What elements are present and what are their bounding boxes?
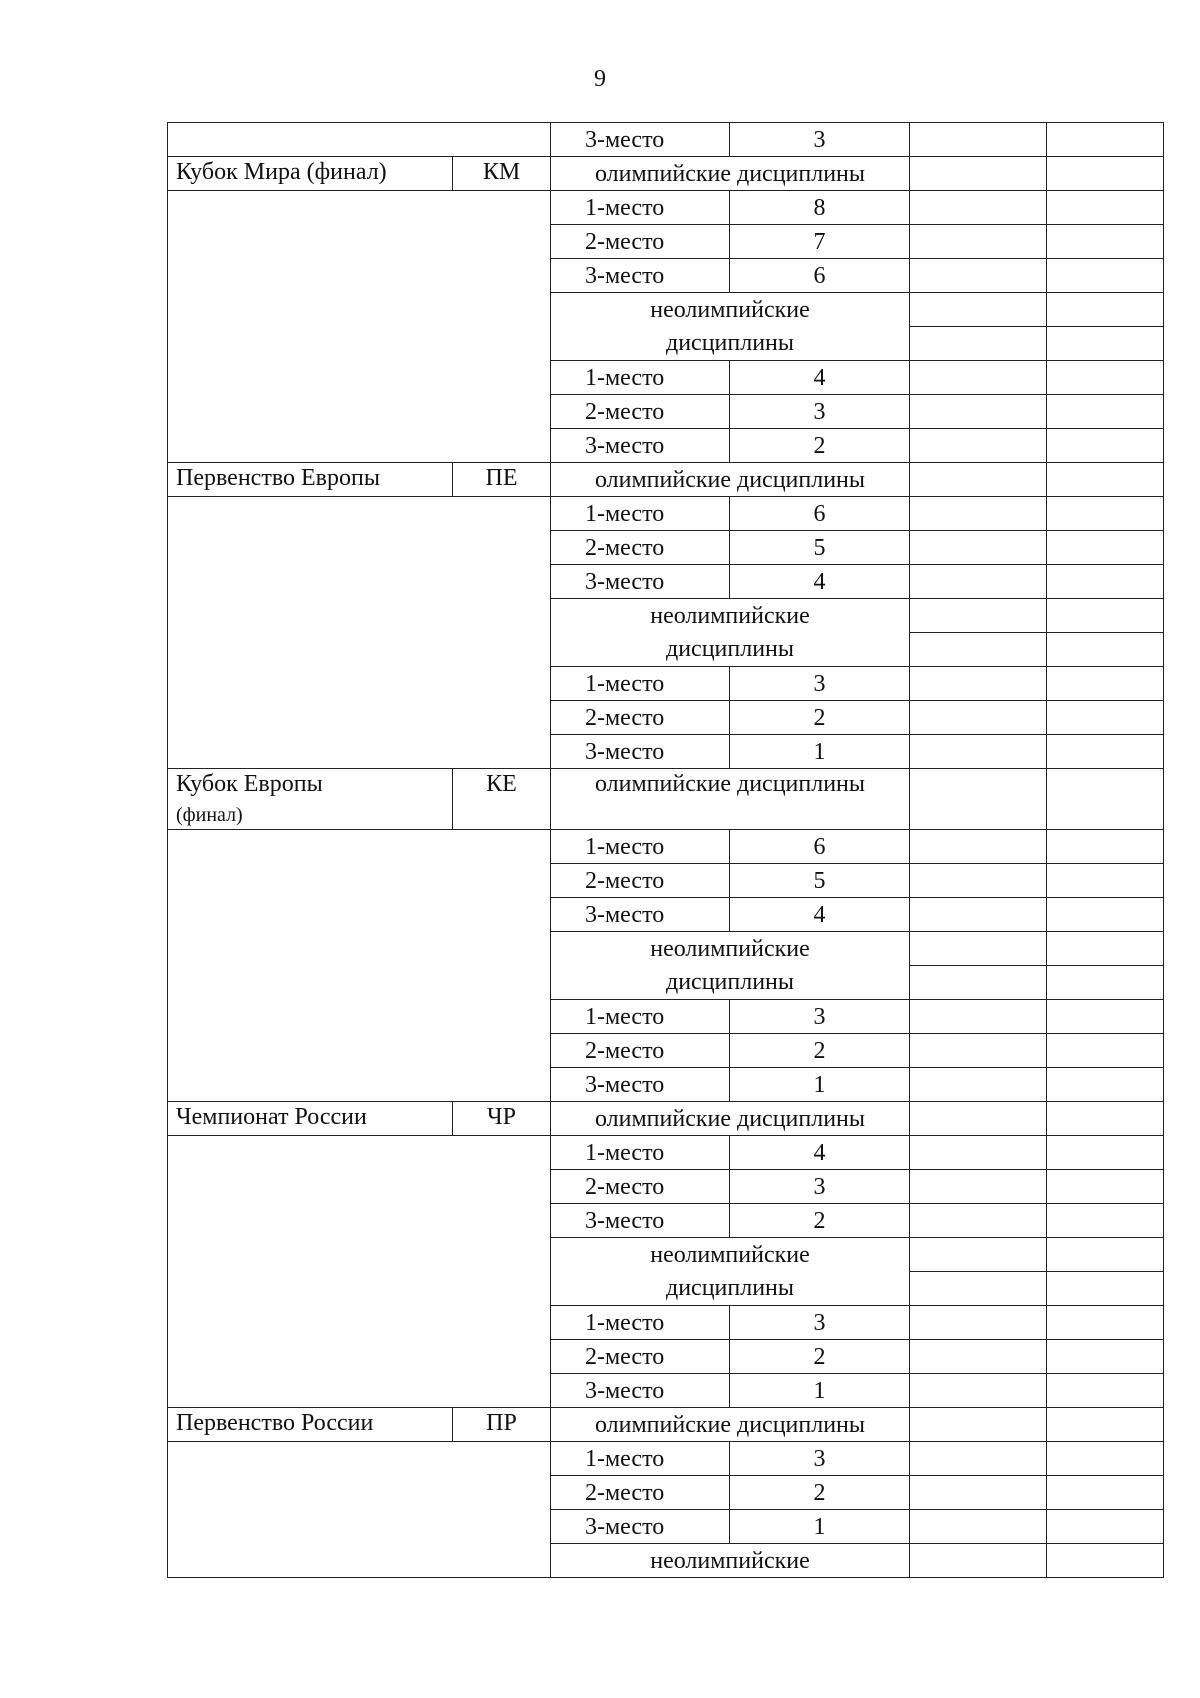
- event-name: Первенство Европы: [168, 463, 453, 497]
- event-name: Кубок Мира (финал): [168, 157, 453, 191]
- table-row: 1-место 3: [168, 1306, 1164, 1340]
- event-header-row: [168, 157, 1164, 191]
- table-row: 2-место 3: [168, 395, 1164, 429]
- olympic-label: олимпийские дисциплины: [551, 1102, 910, 1136]
- table-row: 2-место 2: [168, 1034, 1164, 1068]
- event-name: Чемпионат России: [168, 1102, 453, 1136]
- event-name: Первенство России: [168, 1408, 453, 1442]
- event-abbr: ПР: [453, 1408, 551, 1442]
- points-table: [167, 122, 1164, 1578]
- table-row: 2-место 5: [168, 864, 1164, 898]
- table-row: 2-место 2: [168, 1340, 1164, 1374]
- points-cell: 3: [730, 123, 910, 157]
- table-row: [168, 123, 1164, 157]
- table-row: 1-место 4: [168, 361, 1164, 395]
- table-row: 1-место 4: [168, 1136, 1164, 1170]
- event-abbr: КМ: [453, 157, 551, 191]
- table-row: 3-место 2: [168, 1204, 1164, 1238]
- table-row: 1-место 3: [168, 1442, 1164, 1476]
- event-header-row: [168, 463, 1164, 497]
- table-row: 2-место 2: [168, 701, 1164, 735]
- place-cell: 3-место: [551, 123, 730, 157]
- page-number: 9: [594, 66, 606, 92]
- event-name: Кубок Европы (финал): [168, 769, 453, 830]
- event-header-row: [168, 1102, 1164, 1136]
- table-row: 2-место 7: [168, 225, 1164, 259]
- table-row: 3-место 4: [168, 898, 1164, 932]
- event-header-row: [168, 769, 1164, 830]
- table-row: 3-место 1: [168, 1068, 1164, 1102]
- table-row: 3-место 1: [168, 735, 1164, 769]
- nonolympic-label: неолимпийские дисциплины: [551, 932, 910, 1000]
- table-row: 1-место 6: [168, 497, 1164, 531]
- table-row: 2-место 3: [168, 1170, 1164, 1204]
- event-abbr: КЕ: [453, 769, 551, 830]
- table-row: 1-место 3: [168, 667, 1164, 701]
- olympic-label: олимпийские дисциплины: [551, 463, 910, 497]
- table-row: 3-место 2: [168, 429, 1164, 463]
- table-row: 1-место 3: [168, 1000, 1164, 1034]
- nonolympic-label: неолимпийские дисциплины: [551, 599, 910, 667]
- table-row: 2-место 5: [168, 531, 1164, 565]
- nonolympic-label: неолимпийские дисциплины: [551, 1238, 910, 1306]
- olympic-label: олимпийские дисциплины: [551, 769, 910, 830]
- table-row: 3-место 1: [168, 1510, 1164, 1544]
- table-row: 3-место 6: [168, 259, 1164, 293]
- nonolympic-label: неолимпийские: [551, 1544, 910, 1578]
- olympic-label: олимпийские дисциплины: [551, 157, 910, 191]
- table-row: 2-место 2: [168, 1476, 1164, 1510]
- event-abbr: ПЕ: [453, 463, 551, 497]
- table-row: 1-место 8: [168, 191, 1164, 225]
- event-abbr: ЧР: [453, 1102, 551, 1136]
- olympic-label: олимпийские дисциплины: [551, 1408, 910, 1442]
- table-row: 3-место 4: [168, 565, 1164, 599]
- event-header-row: [168, 1408, 1164, 1442]
- table-row: 1-место 6: [168, 830, 1164, 864]
- nonolympic-label: неолимпийские дисциплины: [551, 293, 910, 361]
- table-row: 3-место 1: [168, 1374, 1164, 1408]
